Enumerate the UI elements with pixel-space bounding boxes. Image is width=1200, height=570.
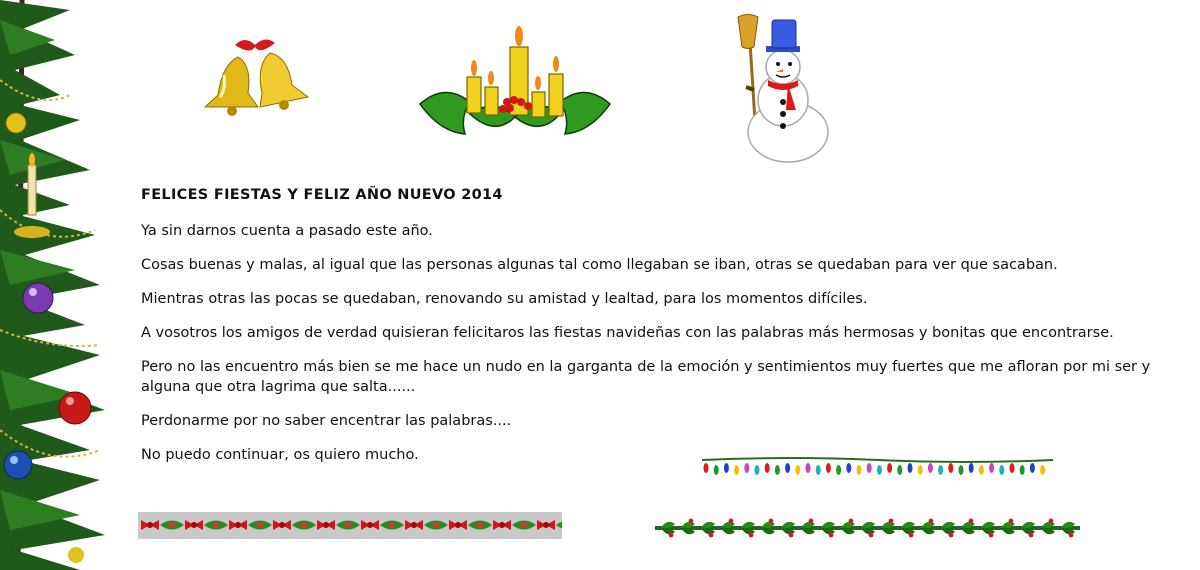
paragraph-1: Ya sin darnos cuenta a pasado este año. [141,223,433,239]
paragraph-2: Cosas buenas y malas, al igual que las personas algunas tal como llegaban se iban, otras se quedaban para ver que sacaban. [141,257,1058,273]
christmas-tree-border [0,0,110,570]
paragraph-4: A vosotros los amigos de verdad quisieran felicitaros las fiestas navideñas con las palabras más hermosas y bonitas que encontrarse. [141,325,1114,341]
advent-candles-icon [415,22,615,140]
paragraph-6: Perdonarme por no saber encentrar las palabras.... [141,413,512,429]
bells-icon [200,35,315,120]
snowman-icon [728,12,833,167]
christmas-lights-garland [700,454,1055,482]
letter-title: FELICES FIESTAS Y FELIZ AÑO NUEVO 2014 [141,187,503,203]
holly-garland [655,516,1080,540]
paragraph-5: Pero no las encuentro más bien se me hace un nudo en la garganta de la emoción y sentimientos muy fuertes que me afloran por mi ser y alguna que otra lagrima que salta...... [141,359,1151,395]
paragraph-7: No puedo continuar, os quiero mucho. [141,447,419,463]
paragraph-3: Mientras otras las pocas se quedaban, renovando su amistad y lealtad, para los momentos difíciles. [141,291,868,307]
letter-body [141,185,1151,479]
bows-garland [138,512,562,539]
